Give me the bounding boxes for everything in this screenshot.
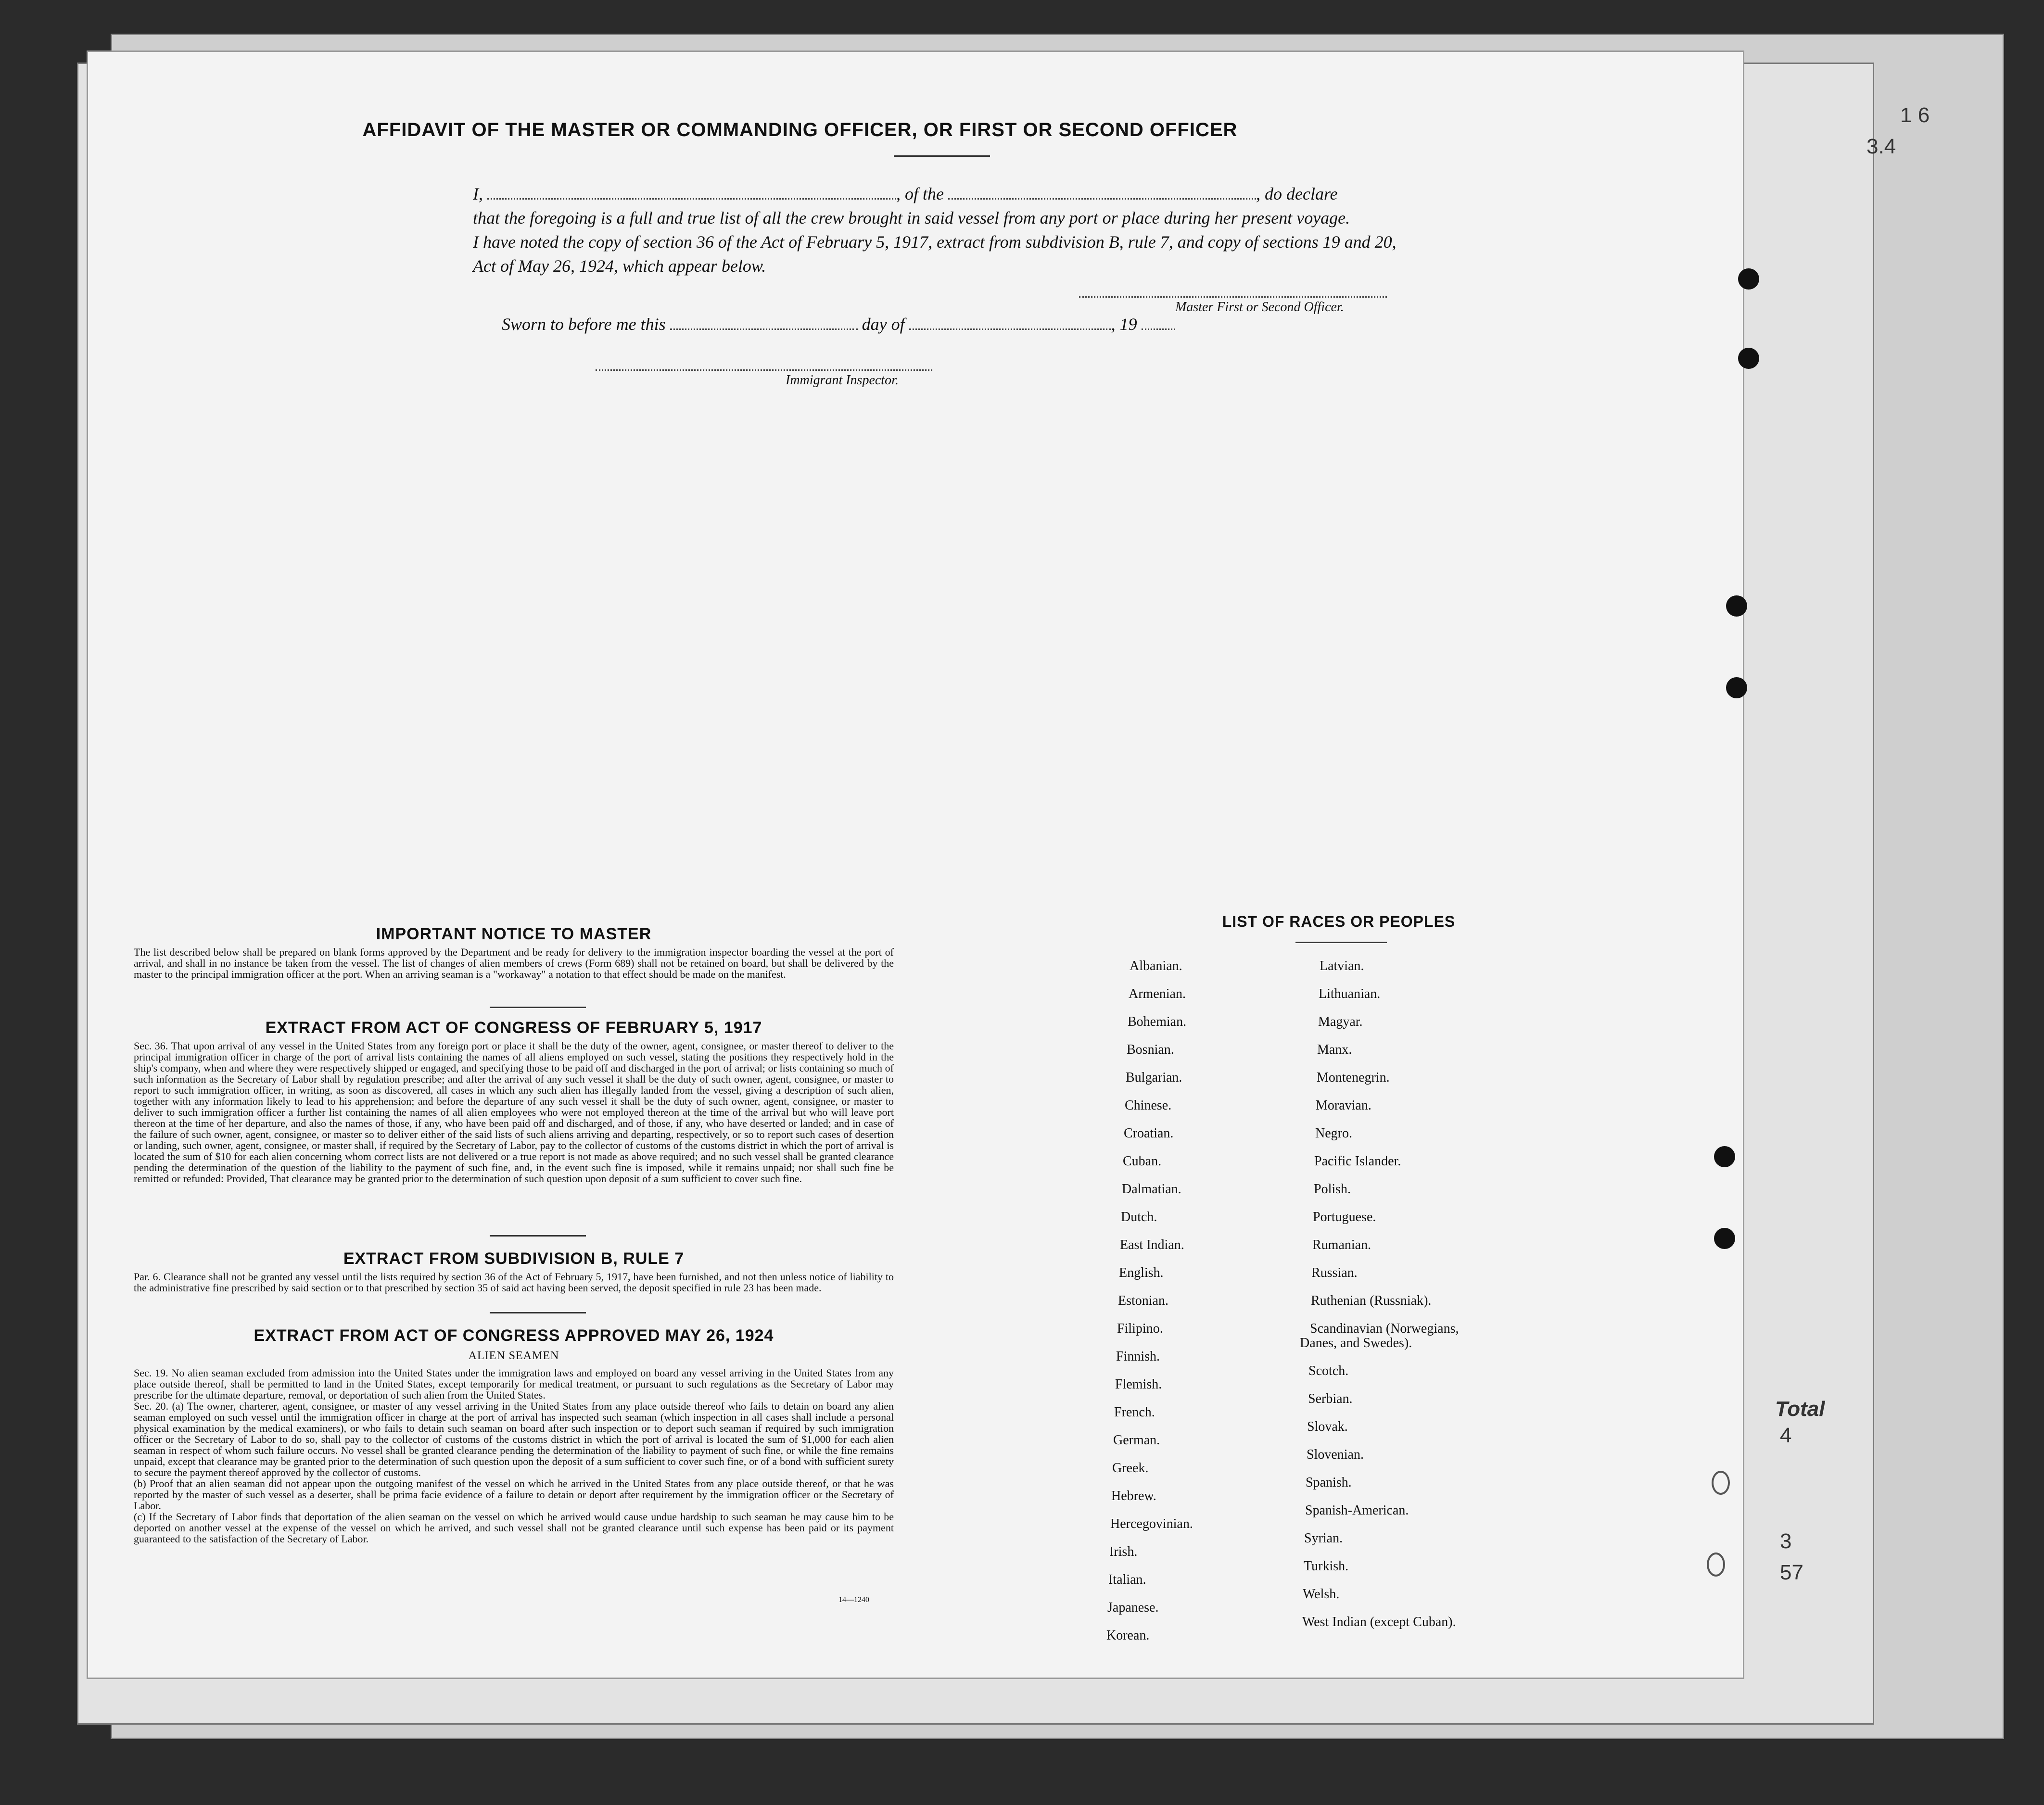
declaration-pronoun: I, xyxy=(473,184,483,203)
race-item: Hebrew. xyxy=(1111,1489,1156,1503)
declaration-line: Act of May 26, 1924, which appear below. xyxy=(473,256,766,276)
punch-hole xyxy=(1738,268,1759,290)
section-19: Sec. 19. No alien seaman excluded from admission into the United States under the immigration laws and employed on board any vessel arriving in the United States from any place outside thereof, shall be permitted to land in the United States, except temporarily for medical treatment, or pursuant to such regulations as the Secretary of Labor may prescribe for the ultimate departure, removal, or deportation of such alien from the United States. xyxy=(134,1367,894,1401)
section-rule xyxy=(490,1007,586,1008)
section-20a: Sec. 20. (a) The owner, charterer, agent, consignee, or master of any vessel arriving in the United States from any place outside thereof who fails to detain on board any alien seaman employed on such vessel until the immigration officer in charge at the port of arrival has inspected such seaman (which inspection in all cases shall include a personal physical examination by the medical examiners), or who fails to detain such seaman on board after such inspection or to deport such seaman if required by such immigration officer or the Secretary of Labor to do so, shall pay to the collector of customs of the customs district in which the port of arrival is located the sum of $1,000 for each alien seaman in respect of whom such failure occurs. No vessel shall be granted clearance pending the determination of the liability to payment of such fine, or while the fine remains unpaid, except that clearance may be granted prior to the determination of such question upon the deposit of a sum sufficient to cover such fine, or of a bond with sufficient surety to secure the payment thereof approved by the collector of customs. xyxy=(134,1400,894,1478)
extract-1924-subtitle: ALIEN SEAMEN xyxy=(468,1350,559,1362)
race-item: Armenian. xyxy=(1129,986,1186,1001)
sworn-day-of: day of xyxy=(862,315,905,334)
race-item: Serbian. xyxy=(1308,1391,1353,1406)
race-item: Russian. xyxy=(1311,1265,1358,1280)
race-item: Scotch. xyxy=(1308,1363,1349,1378)
race-item: German. xyxy=(1113,1433,1160,1448)
vessel-blank[interactable] xyxy=(948,198,1256,200)
extract-1917-body: Sec. 36. That upon arrival of any vessel in the United States from any foreign port or place it shall be the duty of the owner, agent, consignee, or master thereof to deliver to the principal immigration officer in charge of the port of arrival lists containing the names of all aliens employed on such vessel, stating the positions they respectively hold in the ship's company, when and where they were respectively shipped or engaged, and specifying those to be paid off and discharged in the port of arrival; or lists containing so much of such information as the Secretary of Labor shall by regulation prescribe; and after the arrival of any such vessel it shall be the duty of such owner, agent, consignee, or master to report to such immigration officer, in writing, as soon as discovered, all cases in which any such alien has illegally landed from the vessel, giving a description of such alien, together with any information likely to lead to his apprehension; and before the departure of any such vessel it shall be the duty of such owner, agent, consignee, or master to deliver to such immigration officer a further list containing the names of all alien employees who were not employed thereon at the time of the arrival but who will leave port thereon at the time of her departure, and also the names of those, if any, who have been paid off and discharged, and of those, if any, who have deserted or landed; and in case of the failure of such owner, agent, consignee, or master so to deliver either of the said lists of such aliens arriving and departing, respectively, or so to report such cases of desertion or landing, such owner, agent, consignee, or master shall, if required by the Secretary of Labor, pay to the collector of customs of the customs district in which the port of arrival is located the sum of $10 for each alien concerning whom correct lists are not delivered or a true report is not made as above required; and no such vessel shall be granted clearance pending the determination of the question of the liability to the payment of such fine, and, in the event such fine is imposed, while it remains unpaid; nor shall such fine be remitted or refunded: Provided, That clearance may be granted prior to the determination of such question upon deposit of a sum sufficient to cover such fine. xyxy=(134,1040,894,1185)
race-item: Hercegovinian. xyxy=(1110,1516,1193,1531)
race-item: Ruthenian (Russniak). xyxy=(1311,1293,1432,1308)
master-signature-line[interactable] xyxy=(1079,296,1387,298)
race-item: Scandinavian (Norwegians, xyxy=(1310,1321,1459,1336)
declaration-line: that the foregoing is a full and true list of all the crew brought in said vessel from any port or place during her present voyage. xyxy=(473,208,1350,227)
punch-hole xyxy=(1738,348,1759,369)
race-item: Japanese. xyxy=(1107,1600,1159,1615)
section-20c: (c) If the Secretary of Labor finds that deportation of the alien seaman on the vessel on which he arrived would cause undue hardship to such seaman he may cause him to be deported on another vessel at the expense of the vessel on which he arrived, and such vessel shall not be granted clearance until such expense has been paid or its payment guaranteed to the satisfaction of the Secretary of Labor. xyxy=(134,1511,894,1545)
race-item: Latvian. xyxy=(1320,959,1364,973)
race-item: Bohemian. xyxy=(1128,1014,1187,1029)
extract-rule7-title: EXTRACT FROM SUBDIVISION B, RULE 7 xyxy=(343,1250,685,1268)
race-item: French. xyxy=(1114,1405,1155,1420)
punch-hole xyxy=(1707,1553,1725,1577)
sworn-year-blank[interactable] xyxy=(1142,328,1175,330)
race-item: Pacific Islander. xyxy=(1314,1154,1401,1169)
inspector-signature-line[interactable] xyxy=(596,369,932,371)
race-item: Estonian. xyxy=(1118,1293,1168,1308)
race-item: Danes, and Swedes). xyxy=(1300,1336,1412,1351)
extract-1917-title: EXTRACT FROM ACT OF CONGRESS OF FEBRUARY 5, 1917 xyxy=(265,1019,762,1037)
race-item: Albanian. xyxy=(1130,959,1182,973)
punch-hole xyxy=(1714,1146,1735,1167)
form-number: 14—1240 xyxy=(838,1596,869,1604)
sworn-month-blank[interactable] xyxy=(909,328,1111,330)
race-item: Dutch. xyxy=(1121,1210,1157,1224)
race-item: West Indian (except Cuban). xyxy=(1302,1615,1456,1629)
name-blank[interactable] xyxy=(487,198,896,200)
affidavit-page xyxy=(87,50,1744,1679)
inspector-label: Immigrant Inspector. xyxy=(786,373,899,388)
section-rule xyxy=(490,1235,586,1237)
section-20b: (b) Proof that an alien seaman did not appear upon the outgoing manifest of the vessel on which he arrived in the United States from any place outside thereof, or that he was reported by the master of such vessel as a deserter, shall be prima facie evidence of a failure to detain or deport after requirement by the immigration officer or the Secretary of Labor. xyxy=(134,1477,894,1512)
race-item: East Indian. xyxy=(1120,1237,1184,1252)
race-item: Dalmatian. xyxy=(1122,1182,1181,1197)
sworn-year-prefix: , 19 xyxy=(1111,315,1137,334)
handwritten-note: 1 6 xyxy=(1900,103,1930,127)
race-item: Bulgarian. xyxy=(1126,1070,1182,1085)
title-rule xyxy=(894,155,990,157)
declaration-declare: , do declare xyxy=(1256,184,1338,203)
punch-hole xyxy=(1714,1228,1735,1249)
race-item: Lithuanian. xyxy=(1319,986,1381,1001)
sworn-day-blank[interactable] xyxy=(670,328,858,330)
race-item: Spanish. xyxy=(1306,1475,1352,1490)
punch-hole xyxy=(1712,1471,1730,1495)
race-item: Filipino. xyxy=(1117,1321,1163,1336)
race-item: Greek. xyxy=(1112,1461,1149,1476)
declaration-line xyxy=(473,182,1507,206)
extract-rule7-body: Par. 6. Clearance shall not be granted any vessel until the lists required by section 36 of the Act of February 5, 1917, have been furnished, and not then unless notice of liability to the administrative fine prescribed by said section or to that prescribed by section 35 of said act having been served, the deposit specified in rule 23 has been made. xyxy=(134,1271,894,1294)
race-item: Turkish. xyxy=(1304,1559,1349,1574)
section-rule xyxy=(490,1312,586,1313)
race-item: Croatian. xyxy=(1124,1126,1174,1141)
notice-body: The list described below shall be prepared on blank forms approved by the Department and be ready for delivery to the immigration inspector boarding the vessel at the port of arrival, and shall in no instance be taken from the vessel. The list of changes of alien members of crews (Form 689) shall not be retained on board, but shall be delivered by the master to the principal immigration officer at the port. When an arriving seaman is a "workaway" a notation to that effect should be made on the manifest. xyxy=(134,946,894,980)
sworn-label: Sworn to before me this xyxy=(502,315,666,334)
affidavit-declaration xyxy=(473,182,1507,278)
race-item: Italian. xyxy=(1108,1572,1146,1587)
races-title-rule xyxy=(1295,942,1387,943)
punch-hole xyxy=(1726,595,1747,617)
race-item: Finnish. xyxy=(1116,1349,1160,1364)
race-item: Portuguese. xyxy=(1313,1210,1376,1224)
race-item: Rumanian. xyxy=(1312,1237,1371,1252)
extract-1924-body xyxy=(134,1367,894,1544)
race-item: Syrian. xyxy=(1304,1531,1343,1546)
punch-hole xyxy=(1726,677,1747,698)
race-item: Cuban. xyxy=(1123,1154,1162,1169)
race-item: Welsh. xyxy=(1303,1587,1340,1602)
race-item: Flemish. xyxy=(1115,1377,1162,1392)
race-item: Korean. xyxy=(1106,1628,1150,1643)
declaration-of: , of the xyxy=(896,184,944,203)
race-item: English. xyxy=(1119,1265,1164,1280)
race-item: Spanish-American. xyxy=(1305,1503,1409,1518)
race-item: Chinese. xyxy=(1125,1098,1172,1113)
race-item: Polish. xyxy=(1314,1182,1351,1197)
side-total-value: 57 xyxy=(1780,1561,1803,1584)
declaration-line: I have noted the copy of section 36 of the Act of February 5, 1917, extract from subdivision B, rule 7, and copy of sections 19 and 20, xyxy=(473,232,1397,252)
race-item: Manx. xyxy=(1317,1042,1352,1057)
notice-title: IMPORTANT NOTICE TO MASTER xyxy=(376,925,652,943)
side-total-label: Total xyxy=(1775,1397,1825,1421)
affidavit-title: AFFIDAVIT OF THE MASTER OR COMMANDING OFFICER, OR FIRST OR SECOND OFFICER xyxy=(362,119,1238,140)
master-signature-label: Master First or Second Officer. xyxy=(1175,300,1344,315)
side-total-value: 3 xyxy=(1780,1529,1792,1553)
handwritten-note-2: 3.4 xyxy=(1866,135,1896,158)
race-item: Negro. xyxy=(1315,1126,1352,1141)
side-total-value: 4 xyxy=(1780,1424,1792,1447)
sworn-line xyxy=(502,314,1368,334)
races-title: LIST OF RACES OR PEOPLES xyxy=(1222,913,1456,930)
race-item: Slovak. xyxy=(1307,1419,1348,1434)
race-item: Slovenian. xyxy=(1307,1447,1364,1462)
race-item: Magyar. xyxy=(1318,1014,1363,1029)
race-item: Irish. xyxy=(1109,1544,1138,1559)
race-item: Moravian. xyxy=(1316,1098,1371,1113)
race-item: Montenegrin. xyxy=(1317,1070,1390,1085)
race-item: Bosnian. xyxy=(1127,1042,1174,1057)
extract-1924-title: EXTRACT FROM ACT OF CONGRESS APPROVED MAY 26, 1924 xyxy=(254,1326,774,1345)
